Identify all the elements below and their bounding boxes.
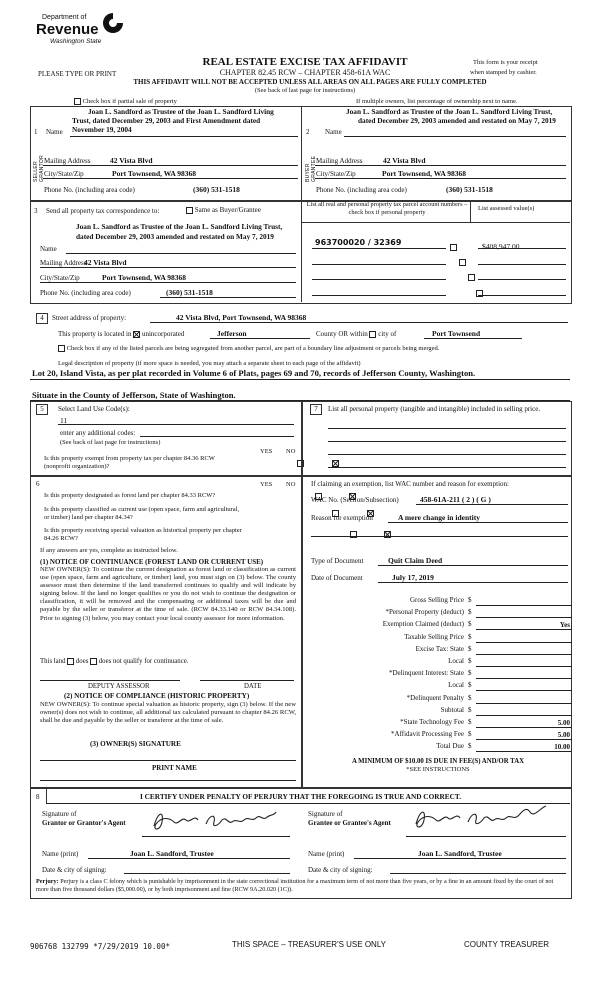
grantee-phone[interactable]: (360) 531-1518	[446, 185, 493, 194]
land-use-code[interactable]: 11	[60, 416, 68, 425]
grantor-sig-label-1: Signature of	[42, 810, 77, 818]
tax-corr-city[interactable]: Port Townsend, WA 98368	[102, 273, 187, 282]
property-street-underline	[150, 322, 568, 323]
treasurer-stamp: 906768 132799 *7/29/2019 10.00*	[30, 942, 170, 951]
partial-sale-row[interactable]	[74, 98, 177, 105]
grantor-city[interactable]: Port Townsend, WA 98368	[112, 169, 197, 178]
assessed-value[interactable]: $408,947.00	[482, 242, 520, 251]
tax-corr-phone[interactable]: (360) 531-1518	[166, 288, 213, 297]
parcel-col-divider	[470, 200, 471, 222]
personal-property-checkbox-3[interactable]	[468, 274, 475, 281]
fee-underline	[476, 666, 572, 667]
fee-underline	[476, 654, 572, 655]
logo-line-2: Revenue	[36, 21, 99, 38]
land-use-label: Select Land Use Code(s):	[58, 405, 130, 413]
fee-row	[310, 742, 572, 753]
land-use-see-back: (See back of last page for instructions)	[60, 439, 161, 446]
tax-corr-city-label: City/State/Zip	[40, 274, 80, 282]
grantee-phone-label: Phone No. (including area code)	[316, 186, 407, 194]
grantor-mailing-underline	[43, 165, 298, 166]
fee-underline	[476, 751, 572, 752]
tax-corr-mailing-underline	[40, 267, 296, 268]
qualify-row	[40, 658, 188, 665]
section-1-2-divider	[301, 106, 302, 200]
personal-property-checkbox-1[interactable]	[450, 244, 457, 251]
section-7-line-1	[328, 428, 566, 429]
fee-label: *State Technology Fee	[400, 718, 464, 726]
reason-underline-2	[311, 536, 568, 537]
wac-underline	[416, 504, 568, 505]
current-use-question: Is this property classified as current use (open space, farm and agricultural, or timber) land per chapter 84.34?	[44, 506, 240, 521]
unincorporated-checkbox[interactable]	[133, 331, 140, 338]
deputy-assessor-label: DEPUTY ASSESSOR	[88, 683, 150, 690]
perjury-label: Perjury:	[36, 878, 59, 885]
city-underline	[424, 338, 522, 339]
property-city[interactable]: Port Townsend	[432, 329, 481, 338]
grantor-print-underline	[88, 858, 290, 859]
fee-row	[310, 645, 572, 656]
qualify-label-a: This land	[40, 658, 66, 666]
print-name-line	[40, 780, 296, 781]
fee-label: Local	[448, 681, 464, 690]
fee-row	[310, 706, 572, 717]
parcel-row-3	[312, 279, 446, 280]
parcel-header-line	[301, 222, 570, 223]
fee-see-instructions: *SEE INSTRUCTIONS	[406, 766, 470, 773]
logo-line-3: Washington State	[50, 38, 102, 45]
grantor-phone[interactable]: (360) 531-1518	[193, 185, 240, 194]
perjury-text: Perjury is a class C felony which is punishable by imprisonment in the state correctional institution for a maximum term of not more than five years, or by a fine in an amount fixed by the court of not more than five thousand dollars ($5,000.00), or by both imprisonment and fine (RCW 9A.20.020 (1C)).	[36, 878, 554, 893]
fee-label: Exemption Claimed (deduct)	[382, 620, 464, 629]
deputy-date-label: DATE	[244, 683, 262, 690]
partial-sale-label: Check box if partial sale of property	[82, 98, 177, 105]
property-street-label: Street address of property:	[52, 314, 127, 322]
grantee-print-name[interactable]: Joan L. Sandford, Trustee	[418, 849, 502, 858]
assessed-row-1	[478, 248, 566, 249]
assessed-row-2	[478, 264, 566, 265]
land-use-no-header: NO	[286, 448, 296, 455]
historic-question: Is this property receiving special valuation as historical property per chapter 84.26 RCW?	[44, 527, 242, 542]
grantor-signature[interactable]	[148, 806, 288, 836]
additional-codes-label: enter any additional codes:	[60, 429, 136, 437]
grantee-print-underline	[354, 858, 566, 859]
fee-row	[310, 633, 572, 644]
legal-desc-line-1[interactable]: Lot 20, Island Vista, as per plat recorded in Volume 6 of Plats, pages 69 and 70, records of Jefferson County, Washington.	[32, 368, 476, 378]
fee-label: Local	[448, 657, 464, 665]
segregated-checkbox[interactable]	[58, 345, 65, 352]
grantor-name-underline	[70, 136, 298, 137]
parcel-header: List all real and personal property tax parcel account numbers – check box if personal property	[306, 201, 468, 216]
reason-underline	[388, 522, 568, 523]
fee-label: Excise Tax: State	[415, 644, 464, 653]
fee-underline	[476, 605, 572, 606]
receipt-note-2: when stamped by cashier.	[470, 69, 537, 76]
fee-currency: $	[468, 644, 472, 653]
same-as-buyer-row[interactable]	[186, 206, 261, 214]
tax-corr-name-label: Name	[40, 245, 57, 253]
grantee-mailing[interactable]: 42 Vista Blvd	[383, 156, 426, 165]
located-row	[58, 330, 184, 338]
fee-label: *Delinquent Penalty	[406, 693, 464, 702]
grantee-city-underline	[315, 178, 566, 179]
parcel-number[interactable]: 963700020 / 32369	[315, 238, 402, 247]
county-treasurer-label: COUNTY TREASURER	[464, 940, 550, 949]
please-type: PLEASE TYPE OR PRINT	[38, 70, 117, 78]
tax-corr-mailing[interactable]: 42 Vista Blvd	[84, 258, 127, 267]
dor-logo	[36, 10, 126, 54]
instructions-ref: (See back of last page for instructions)	[254, 87, 356, 94]
warning-line: THIS AFFIDAVIT WILL NOT BE ACCEPTED UNLESS ALL AREAS ON ALL PAGES ARE FULLY COMPLETED	[133, 78, 487, 86]
perjury-notice	[36, 878, 566, 894]
section-8-number: 8	[36, 793, 40, 801]
section-5-number: 5	[36, 404, 48, 415]
fee-label: Taxable Selling Price	[404, 632, 464, 641]
personal-property-label: List all personal property (tangible and intangible) included in selling price.	[328, 405, 541, 413]
does-qualify-checkbox[interactable]	[67, 658, 74, 665]
tax-corr-label: Send all property tax correspondence to:	[46, 207, 160, 215]
fee-currency: $	[468, 705, 472, 714]
doc-date[interactable]: July 17, 2019	[392, 573, 434, 582]
unincorporated-label: unincorporated	[141, 330, 185, 338]
swirl-logo-icon	[102, 12, 124, 34]
assessed-row-4	[478, 295, 566, 296]
grantee-signature[interactable]	[410, 802, 560, 836]
if-yes-note: If any answers are yes, complete as instructed below.	[40, 547, 178, 554]
fee-row	[310, 669, 572, 680]
doc-type[interactable]: Quit Claim Deed	[388, 556, 443, 565]
same-as-buyer-label: Same as Buyer/Grantee	[194, 206, 261, 214]
grantee-sig-label-1: Signature of	[308, 810, 343, 818]
fee-minimum-note: A MINIMUM OF $10.00 IS DUE IN FEE(S) AND/OR TAX	[351, 758, 525, 765]
tax-corr-phone-underline	[160, 297, 296, 298]
tax-corr-name[interactable]: Joan L. Sandford as Trustee of the Joan L. Sandford Living Trust, dated December 29, 2003 amended and restated on May 7, 2019	[76, 222, 283, 241]
chapter-ref: CHAPTER 82.45 RCW – CHAPTER 458-61A WAC	[219, 68, 391, 77]
exemption-label: If claiming an exemption, list WAC number and reason for exemption:	[311, 480, 509, 488]
same-as-buyer-checkbox[interactable]	[186, 207, 193, 214]
tax-corr-mailing-label: Mailing Address	[40, 259, 87, 267]
grantee-name-label: Name	[325, 128, 342, 136]
fee-underline	[476, 617, 572, 618]
deputy-date-line	[200, 680, 294, 681]
legal-desc-underline-1	[30, 379, 570, 380]
doc-type-underline	[378, 565, 568, 566]
fee-label: *Personal Property (deduct)	[385, 608, 464, 617]
section-7-line-2	[328, 441, 566, 442]
fee-row	[310, 608, 572, 619]
partial-sale-checkbox[interactable]	[74, 98, 81, 105]
section-8-tab-line	[46, 787, 47, 803]
notice-2-body: NEW OWNER(S): To continue special valuation as historic property, sign (3) below. If the new owner(s) does not wish to continue, all additional tax calculated pursuant to chapter 84.26 RCW, shall be due and payable by the seller or transferor at the time of sale.	[40, 701, 296, 725]
fee-currency: $	[468, 620, 472, 629]
fee-underline	[476, 642, 572, 643]
tax-corr-name-underline	[66, 253, 296, 254]
owner-signature-line	[40, 760, 296, 761]
notice-2-title: (2) NOTICE OF COMPLIANCE (HISTORIC PROPERTY)	[64, 692, 250, 700]
fee-underline	[476, 690, 572, 691]
fee-currency: $	[468, 693, 472, 702]
section-3-number: 3	[34, 207, 38, 215]
receipt-note-1: This form is your receipt	[473, 59, 538, 66]
assessed-row-3	[478, 279, 566, 280]
fee-row	[310, 596, 572, 607]
fee-label: Gross Selling Price	[409, 596, 464, 604]
fee-currency: $	[468, 632, 472, 641]
section-7-number: 7	[310, 404, 322, 415]
wac-number[interactable]: 458-61A-211 ( 2 ) ( G )	[420, 495, 491, 504]
fee-currency: $	[468, 730, 472, 739]
section-4-number: 4	[36, 313, 48, 324]
fee-currency: $	[468, 681, 472, 690]
grantor-sig-label-2: Grantor or Grantor's Agent	[42, 819, 126, 827]
within-city-checkbox[interactable]	[369, 331, 376, 338]
doc-type-label: Type of Document	[311, 557, 364, 565]
grantor-city-label: City/State/Zip	[44, 170, 84, 178]
buyer-grantee-side-label: BUYER GRANTEE	[305, 155, 317, 182]
qualify-label-b: does	[75, 658, 89, 666]
section-6-no-header: NO	[286, 481, 296, 488]
grantee-date-city-label: Date & city of signing:	[308, 866, 373, 874]
exemption-reason[interactable]: A mere change in identity	[398, 513, 480, 522]
doc-date-underline	[378, 582, 568, 583]
county-or-row	[316, 330, 396, 338]
grantee-city-label: City/State/Zip	[316, 170, 356, 178]
grantor-mailing-label: Mailing Address	[44, 157, 91, 165]
legal-desc-line-2[interactable]: Situate in the County of Jefferson, State of Washington.	[32, 390, 236, 400]
section-7-line-3	[328, 454, 566, 455]
fee-value[interactable]: 10.00	[554, 743, 570, 752]
seller-grantor-side-label: SELLER GRANTOR	[33, 154, 45, 182]
grantor-city-underline	[43, 178, 298, 179]
grantee-name-print-label: Name (print)	[308, 850, 345, 858]
forest-land-question: Is this property designated as forest land per chapter 84.33 RCW?	[44, 492, 216, 499]
fee-value[interactable]: 5.00	[557, 719, 570, 727]
grantor-date-city-underline	[124, 873, 290, 874]
fee-label: *Delinquent Interest: State	[388, 669, 464, 678]
grantee-sig-line	[406, 836, 566, 837]
notice-1-title: (1) NOTICE OF CONTINUANCE (FOREST LAND OR CURRENT USE)	[40, 558, 264, 566]
fee-currency: $	[468, 669, 472, 678]
property-county[interactable]: Jefferson	[217, 329, 247, 338]
grantor-sig-line	[142, 836, 290, 837]
section-6-number: 6	[36, 480, 40, 488]
grantee-date-city-underline	[390, 873, 566, 874]
fee-currency: $	[468, 657, 472, 665]
grantor-name-print-label: Name (print)	[42, 850, 79, 858]
fee-underline	[476, 678, 572, 679]
fee-underline	[476, 739, 572, 740]
grantor-name[interactable]: Joan L. Sandford as Trustee of the Joan L. Sandford Living Trust, dated December 29, 2003 and First Amendment dated November 19, 2004	[72, 107, 274, 134]
grantee-name-underline	[344, 136, 566, 137]
fee-row	[310, 718, 572, 729]
owner-signature-label: (3) OWNER(S) SIGNATURE	[90, 740, 181, 748]
grantee-mailing-underline	[315, 165, 566, 166]
county-or-label: County OR within	[316, 330, 368, 338]
legal-desc-label: Legal description of property (if more space is needed, you may attach a separate sheet to each page of the affidavit)	[58, 360, 361, 367]
grantor-print-name[interactable]: Joan L. Sandford, Trustee	[130, 849, 214, 858]
grantee-sig-label-2: Grantee or Grantee's Agent	[308, 819, 391, 827]
county-underline	[210, 338, 310, 339]
grantor-name-label: Name	[46, 128, 63, 136]
qualify-label-c: does not qualify for continuance.	[98, 658, 189, 666]
fee-label: *Affidavit Processing Fee	[391, 730, 464, 739]
segregated-label: Check box if any of the listed parcels are being segregated from another parcel, are part of a boundary line adjustment or parcels being merged.	[66, 345, 440, 352]
tax-corr-city-underline	[40, 282, 296, 283]
grantor-date-city-label: Date & city of signing:	[42, 866, 107, 874]
section-1-number: 1	[34, 128, 38, 136]
form-title: REAL ESTATE EXCISE TAX AFFIDAVIT	[202, 56, 408, 68]
deputy-sign-line	[40, 680, 180, 681]
tax-corr-phone-label: Phone No. (including area code)	[40, 289, 131, 297]
print-name-label: PRINT NAME	[152, 764, 197, 772]
grantee-city[interactable]: Port Townsend, WA 98368	[382, 169, 467, 178]
logo-line-1: Department of	[42, 14, 87, 21]
segregated-row[interactable]	[58, 345, 439, 352]
fee-currency: $	[468, 608, 472, 617]
doc-date-label: Date of Document	[311, 574, 363, 582]
property-street[interactable]: 42 Vista Blvd, Port Townsend, WA 98368	[176, 313, 307, 322]
fee-currency: $	[468, 596, 472, 604]
exempt-question: Is this property exempt from property tax per chapter 84.36 RCW (nonprofit organization)?	[44, 455, 215, 470]
fee-currency: $	[468, 718, 472, 726]
fee-value[interactable]: Yes	[559, 621, 570, 630]
additional-codes-underline	[140, 436, 294, 437]
grantee-mailing-label: Mailing Address	[316, 157, 363, 165]
fee-underline	[476, 715, 572, 716]
parcel-row-1	[312, 248, 446, 249]
section-7-line-4	[328, 467, 566, 468]
located-label: This property is located in	[58, 330, 132, 338]
fee-underline	[476, 629, 572, 630]
parcel-row-2	[312, 264, 446, 265]
fee-row	[310, 694, 572, 705]
ownership-note: If multiple owners, list percentage of ownership next to name.	[356, 98, 518, 105]
grantee-name[interactable]: Joan L. Sandford as Trustee of the Joan L. Sandford Living Trust, dated December 29, 2003 amended and restated on May 7, 2019	[346, 107, 556, 125]
fee-row	[310, 620, 572, 631]
assessed-header: List assessed value(s)	[478, 205, 535, 212]
fee-underline	[476, 727, 572, 728]
fee-label: Total Due	[436, 742, 464, 751]
fee-value[interactable]: 5.00	[557, 731, 570, 740]
land-use-code-underline	[58, 424, 294, 425]
fee-label: Subtotal	[440, 705, 464, 714]
fee-currency: $	[468, 742, 472, 751]
fee-row	[310, 681, 572, 692]
fee-row	[310, 657, 572, 668]
certify-statement: I CERTIFY UNDER PENALTY OF PERJURY THAT THE FOREGOING IS TRUE AND CORRECT.	[140, 792, 462, 801]
grantor-phone-label: Phone No. (including area code)	[44, 186, 135, 194]
fee-row	[310, 730, 572, 741]
section-6-yes-header: YES	[260, 481, 273, 488]
does-not-qualify-checkbox[interactable]	[90, 658, 97, 665]
reason-label: Reason for exemption	[311, 514, 373, 522]
parcel-row-4	[312, 295, 446, 296]
section-3-divider	[301, 200, 302, 302]
treasurer-space-label: THIS SPACE – TREASURER'S USE ONLY	[232, 940, 387, 949]
section-2-number: 2	[306, 128, 310, 136]
grantor-mailing[interactable]: 42 Vista Blvd	[110, 156, 153, 165]
wac-label: WAC No. (Section/Subsection)	[311, 496, 399, 504]
fee-underline	[476, 703, 572, 704]
personal-property-checkbox-2[interactable]	[459, 259, 466, 266]
land-use-yes-header: YES	[260, 448, 273, 455]
city-of-label: city of	[378, 330, 397, 338]
notice-1-body: NEW OWNER(S): To continue the current designation as forest land or classification as current use (open space, farm and agriculture, or timber) land, you must sign on (3) below. The county assessor must then determine if the land transferred continues to qualify and will indicate by signing below. If the land no longer qualifies or you do not wish to continue the designation or classification, it will be removed and the compensating or additional taxes will be due and payable by the seller or transferor at the time of sale. (RCW 84.33.140 or RCW 84.34.108). Prior to signing (3) below, you may contact your local county assessor for more information.	[40, 566, 296, 622]
